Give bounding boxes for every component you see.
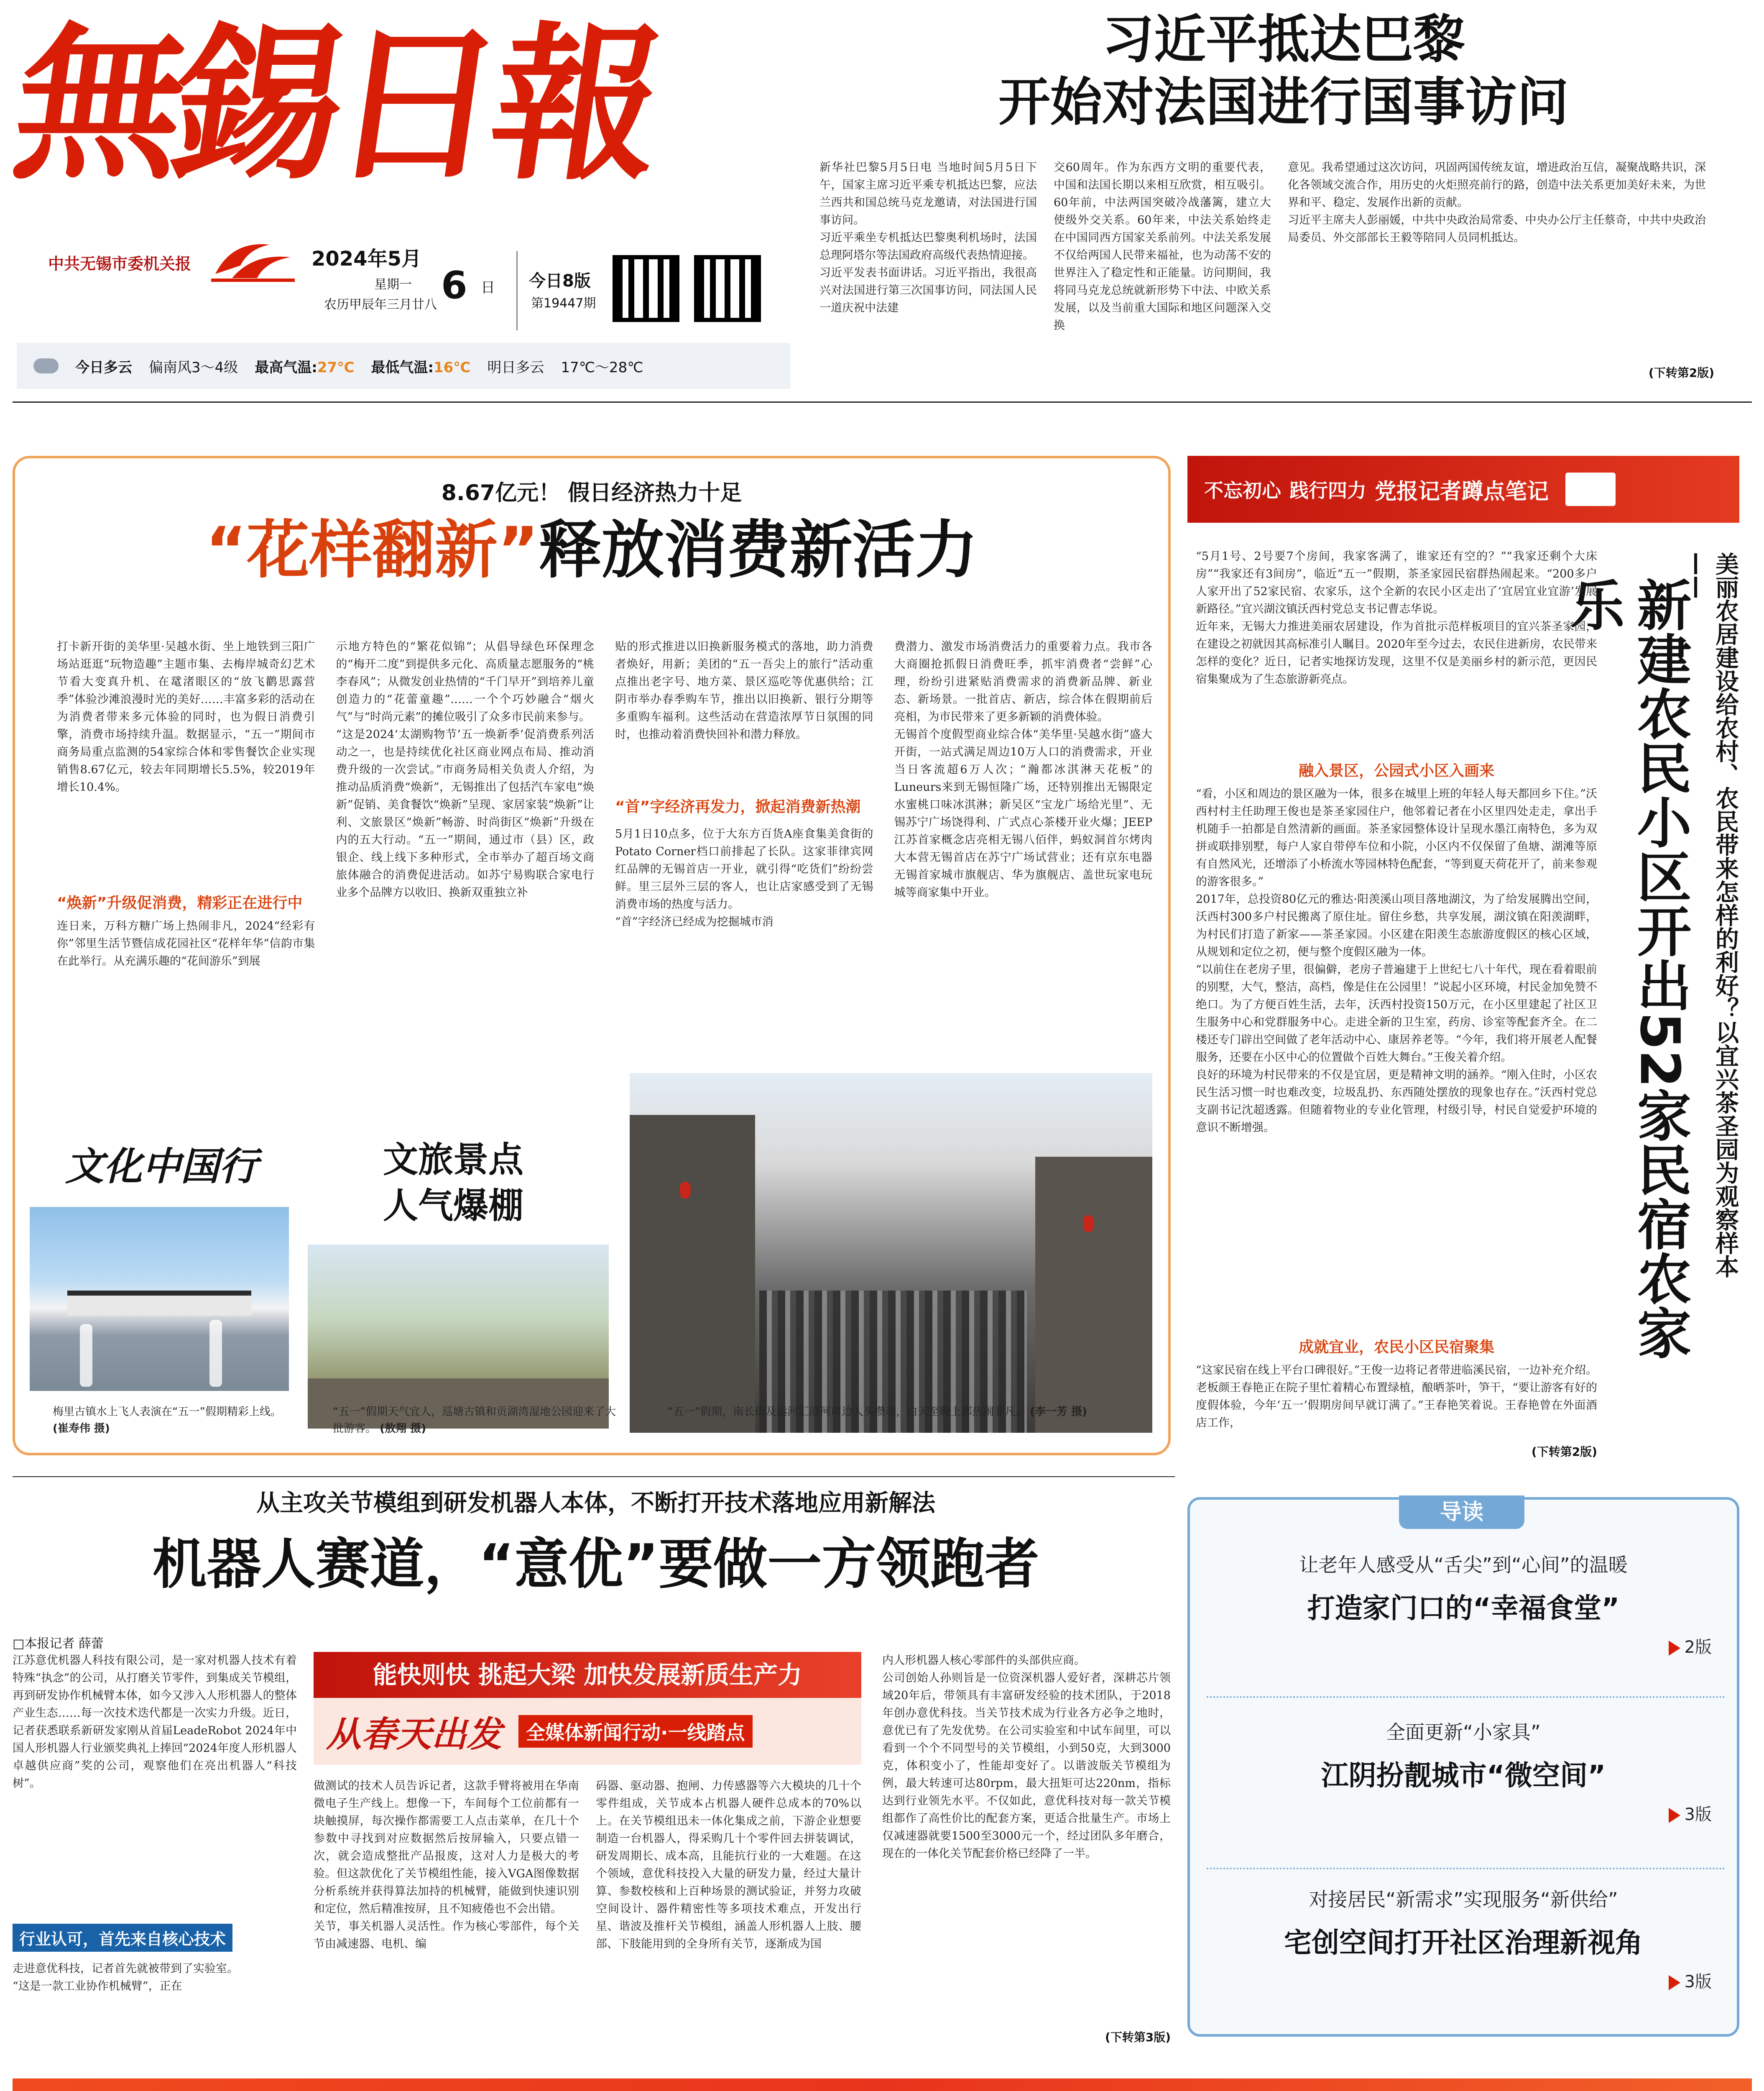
cloud-icon bbox=[33, 358, 59, 373]
robot-cols-mid bbox=[314, 1777, 861, 2045]
photo-section-title-2: 人气爆棚 bbox=[383, 1185, 524, 1226]
qr-code-2[interactable] bbox=[694, 255, 761, 322]
publisher-label: 中共无锡市委机关报 bbox=[48, 255, 191, 273]
issue-day: 6 bbox=[441, 263, 467, 307]
guide-item-1-sub: 让老年人感受从“舌尖”到“心间”的温暖 bbox=[1299, 1554, 1628, 1576]
china-mobile-ad[interactable] bbox=[13, 2078, 1752, 2091]
right-story-p1: “5月1号、2号要7个房间，我家客满了，谁家还有空的？”“我家还剩个大床房”“我家还有3间房”，临近“五一”假期，茶圣家园民宿群热闹起来。“200多户人家开出了52家民宿、农家乐，这个全新的农民小区走出了‘宜居宜业宜游’发展新路径。”宜兴湖汶镇沃西村党总支书记曹志华说。 近年来，无锡大力推进美丽农居建设，作为首批示范样板项目的宜兴茶圣家园，在建设之初就因其高标准引人瞩目。2020年至今过去，农民住进新房，农民带来怎样的变化？近日，记者实地探访发现，这里不仅是美丽乡村的新示范，更因民宿集聚成为了生态旅游新亮点。 bbox=[1196, 550, 1597, 686]
guide-item-2-title: 江阴扮靓城市“微空间” bbox=[1321, 1759, 1606, 1792]
guide-item-3-sub: 对接居民“新需求”实现服务“新供给” bbox=[1309, 1888, 1618, 1911]
photo-ancient-town bbox=[308, 1245, 609, 1429]
robot-col-3: 码器、驱动器、抱闸、力传感器等六大模块的几十个零件组成，关节成本占机器人硬件总成本的70%以上。在关节模组迅未一体化集成之前，下游企业想要制造一台机器人，得采购几十个零件回去拼装调试，研发周期长、成本高，且能抗行业的一大难题。在这个领域，意优科技投入大量的研发力量，经过大量计算、参数校核和上百种场景的测试验证，并努力攻破空间设计、器件精密性等多项技术难点，开发出行星、谐波及推杆关节模组，涵盖人形机器人上肢、腰部、下肢能用到的全身所有关节，逐渐成为国 bbox=[596, 1779, 861, 1950]
guide-item-1[interactable] bbox=[1190, 1550, 1737, 1658]
weather-bar bbox=[17, 343, 790, 389]
guide-item-3-page: 3版 bbox=[1190, 1968, 1737, 1992]
arrow-right-icon bbox=[1669, 1808, 1680, 1823]
top-story-col-2: 交60周年。作为东西方文明的重要代表，中国和法国长期以来相互欣赏，相互吸引。60年前，中法两国突破冷战藩篱，建立大使级外交关系。60年来，中法关系始终走在中国同西方国家关系前列。中法关系发展不仅给两国人民带来福祉，也为动荡不安的世界注入了稳定性和正能量。访问期间，我将同马克龙总统就新形势下中法、中欧关系发展，以及当前重大国际和地区问题深入交换 bbox=[1054, 161, 1271, 332]
guide-item-3[interactable] bbox=[1190, 1884, 1737, 1992]
caption-1: 梅里古镇水上飞人表演在“五一”假期精彩上线。 (崔寿伟 摄) bbox=[53, 1406, 281, 1435]
masthead-logo bbox=[3, 6, 782, 226]
photo-water-show bbox=[30, 1207, 289, 1391]
weather-tomorrow-range: 17℃～28℃ bbox=[561, 359, 643, 376]
weather-today: 今日多云 bbox=[75, 359, 132, 376]
robot-col-4-wrap bbox=[882, 1652, 1171, 2045]
right-story-p3: “这家民宿在线上平台口碑很好。”王俊一边将记者带进临溪民宿，一边补充介绍。老板颜王春艳正在院子里忙着精心布置绿植，酿晒茶叶，笋干，“要让游客有好的度假体验，今年‘五一’假期房间早就订满了。”王春艳笑着说。王春艳曾在外面酒店工作， bbox=[1196, 1364, 1597, 1429]
weather-wind: 偏南风3～4级 bbox=[149, 359, 238, 376]
top-story-continued[interactable]: (下转第2版) bbox=[1648, 366, 1714, 380]
banner-slogan-a: 不忘初心 bbox=[1204, 479, 1281, 502]
right-story-body bbox=[1196, 548, 1597, 1460]
lead-col-2: 示地方特色的“繁花似锦”；从倡导绿色环保理念的“梅开二度”到提供多元化、高质量志愿服务的“桃李春风”；从微发创业热情的“千门早开”到培养儿童创造力的“花蕾童趣”……一个个巧妙融合“烟火气”与“时尚元素”的摊位吸引了众多市民前来参与。 “这是2024‘太湖购物节’五一焕新季’促消费系列活动之一，也是持续优化社区商业网点布局、推动消费升级的一次尝试。”市商务局相关负责人介绍，为推动品质消费“焕新”，无锡推出了包括汽车家电“焕新”促销、美食餐饮“焕新”呈现、家居家装“焕新”让利、文旅景区“焕新”畅游、时尚街区“焕新”升级在内的五大行动。“五一”期间，通过市（县）区，政银企、线上线下多种形式，全市举办了超百场文商旅体融合的消费促进活动。如苏宁易购联合家电行业多个品牌方以收旧、换新双重独立补 bbox=[336, 640, 594, 899]
right-subhead-2: 成就宜业，农民小区民宿聚集 bbox=[1298, 1339, 1494, 1356]
caption-2: “五一”假期天气宜人，巡塘古镇和贡湖湾湿地公园迎来了大批游客。 (敖翔 摄) bbox=[333, 1406, 616, 1435]
banner-spring: 从春天出发 bbox=[326, 1713, 502, 1755]
book-icon bbox=[1565, 473, 1616, 506]
weather-high: 最高气温:27℃ bbox=[255, 359, 355, 376]
lunar-date: 农历甲辰年三月廿八 bbox=[324, 297, 437, 312]
guide-item-2[interactable] bbox=[1190, 1717, 1737, 1825]
robot-col-1-wrap bbox=[13, 1652, 297, 2045]
lead-story-box bbox=[13, 456, 1171, 1455]
lead-col-4: 费潜力、激发市场消费活力的重要着力点。我市各大商圈抢抓假日消费旺季，抓牢消费者“尝鲜”心理，纷纷引进紧贴消费需求的消费新品牌、新业态、新场景。一批首店、新店，综合体在假期前后亮相，为市民带来了更多新颖的消费体验。 无锡首个度假型商业综合体“美华里·吴越水街”盛大开街，一站式满足周边10万人口的消费需求，开业当日客流超6万人次；“瀚都冰淇淋天花板”的Luneurs来到无锡恒隆广场，还特别推出无锡限定水蜜桃口味冰淇淋；新吴区“宝龙广场给光里”、无锡苏宁广场饶得利、广式点心茶楼开业火爆；JEEP江苏首家概念店亮相无锡八佰伴，蚂蚁洞首尔烤肉大本营无锡首店在苏宁广场试营业；还有京东电器无锡首家城市旗舰店、华为旗舰店、盖世玩家电玩城等商家集中开业。 bbox=[894, 640, 1152, 899]
robot-col-1: 江苏意优机器人科技有限公司，是一家对机器人技术有着特殊“执念”的公司，从打磨关节零件，到集成关节模组，再到研发协作机械臂本体，如今又涉入人形机器人的整体产业生态……每一次技术迭代都是一次实力升级。近日，记者获悉联系新研发家刚从首届LeadeRobot 2024年中国人形机器人行业颁奖典礼上捧回“2024年度人形机器人卓越供应商”奖的公司，观察他们在亮出机器人“科技树”。 bbox=[13, 1654, 297, 1790]
lead-col-1: 打卡新开街的美华里·吴越水街、坐上地铁到三阳广场站逛逛“玩物造趣”主题市集、去梅岸城奇幻艺术节看大变真升机、在鼋渚眼区的“放飞鹳思露营季”体验沙滩浪漫时光的美好……丰富多彩的活动在为消费者带来多元体验的同时，也为假日消费引擎，消费市场持续升温。数据显示，“五一”期间市商务局重点监测的54家综合体和零售餐饮企业实现销售8.67亿元，较去年同期增长5.5%，较2019年增长10.4%。 bbox=[57, 640, 315, 794]
issue-date bbox=[311, 243, 437, 312]
robot-col-2: 做测试的技术人员告诉记者，这款手臂将被用在华南微电子生产线上。想像一下，车间每个工位前都有一块触摸屏，每次操作都需要工人点击菜单，在几十个参数中寻找到对应数据然后按屏输入，只要点错一次，就会造成整批产品报废，这对人力是极大的考验。但这款优化了关节模组性能，接入VGA图像数据分析系统并获得算法加持的机械臂，能做到快速识别和定位，然后精准按屏，且不知疲倦也不会出错。 关节，事关机器人灵活性。作为核心零部件，每个关节由减速器、电机、编 bbox=[314, 1779, 579, 1950]
banner-top: 能快则快 挑起大梁 加快发展新质生产力 bbox=[314, 1652, 861, 1698]
guide-item-2-sub: 全面更新“小家具” bbox=[1386, 1721, 1541, 1743]
issue-day-suffix: 日 bbox=[481, 279, 495, 296]
weekday: 星期一 bbox=[374, 277, 412, 292]
banner-action: 全媒体新闻行动·一线踏点 bbox=[518, 1715, 752, 1748]
guide-box bbox=[1187, 1497, 1739, 2037]
robot-col-1b: 走进意优科技，记者首先就被带到了实验室。 “这是一款工业协作机械臂”，正在 bbox=[13, 1962, 238, 1993]
lead-story-kicker: 8.67亿元！ 假日经济热力十足 bbox=[441, 481, 742, 506]
masthead-divider-line bbox=[13, 401, 1752, 403]
right-continued[interactable]: (下转第2版) bbox=[1531, 1445, 1597, 1459]
arrow-right-icon bbox=[1669, 1641, 1680, 1656]
right-story-subtitle: 美丽农居建设给农村、农民带来怎样的利好？以宜兴茶圣园为观察样本—— bbox=[1683, 552, 1739, 1278]
robot-byline: □本报记者 薛蕾 bbox=[13, 1636, 104, 1651]
masthead-divider bbox=[516, 251, 518, 330]
date-year-month: 2024年5月 bbox=[311, 247, 421, 271]
right-story-p2: “看，小区和周边的景区融为一体，很多在城里上班的年轻人每天都回乡下住。”沃西村村主任助理王俊也是茶圣家园住户，他邻着记者在小区里四处走走，拿出手机随手一拍都是自然清新的画面。茶圣家园整体设计呈现水墨江南特色，多为双拼或联排别墅，每户人家自带停车位和小院，小区内不仅保留了鱼塘、湖滩等原有自然风光，还增添了小桥流水等园林特色配套，“等到夏天荷花开了，前来参观的游客很多。” 2017年，总投资80亿元的雅达·阳羡溪山项目落地湖汶，为了给发展腾出空间，沃西村300多户村民搬离了原住址。留住乡愁，共享发展，湖汶镇在阳羡湖畔，为村民们打造了新家——茶圣家园。小区建在阳羡生态旅游度假区的核心区域，从规划和定位之初，便与整个度假区融为一体。 “以前住在老房子里，很偏僻，老房子普遍建于上世纪七八十年代，现在看着眼前的别墅，大气，整洁，高档，像是住在公园里！”说起小区环境，村民金加免赞不绝口。为了方便百姓生活，去年，沃西村投资150万元，在小区里建起了社区卫生服务中心和党群服务中心。走进全新的卫生室，药房、诊室等配套齐全。在二楼还专门辟出空间做了老年活动中心、康居养老等。“今年，我们将开展老人配餐服务，还要在小区中心的位置做个百姓大舞台。”王俊关着介绍。 良好的环境为村民带来的不仅是宜居，更是精神文明的涵养。“刚入住时，小区农民生活习惯一时也难改变，垃圾乱扔、东西随处摆放的现象也存在。”沃西村党总支副书记沈超透露。但随着物业的专业化管理，村级引导，村民自觉爱护环境的意识不断增强。 bbox=[1196, 787, 1597, 1134]
guide-item-1-title: 打造家门口的“幸福食堂” bbox=[1307, 1592, 1620, 1624]
top-story-col-3: 意见。我希望通过这次访问，巩固两国传统友谊，增进政治互信，凝聚战略共识，深化各领域交流合作，用历史的火炬照亮前行的路，创造中法关系更加美好未来，为世界和平、稳定、发展作出新的贡献。 习近平主席夫人彭丽媛，中共中央政治局常委、中央办公厅主任蔡奇，中共中央政治局委员、外交部部长王毅等陪同人员同机抵达。 bbox=[1288, 161, 1706, 244]
photo-section-title-1: 文旅景点 bbox=[383, 1139, 524, 1180]
top-story-col-1: 新华社巴黎5月5日电 当地时间5月5日下午，国家主席习近平乘专机抵达巴黎，应法兰西共和国总统马克龙邀请，对法国进行国事访问。 习近平乘坐专机抵达巴黎奥利机场时，法国总理阿塔尔等法国政府高级代表热情迎接。 习近平发表书面讲话。习近平指出，我很高兴对法国进行第三次国事访问，同法国人民一道庆祝中法建 bbox=[819, 161, 1037, 314]
banner-slogan-c: 党报记者蹲点笔记 bbox=[1375, 479, 1549, 504]
mid-divider bbox=[13, 1476, 1175, 1477]
top-story-title-2: 开始对法国进行国事访问 bbox=[998, 72, 1569, 133]
issue-number: 第19447期 bbox=[531, 296, 596, 311]
photo-nanchang-street bbox=[630, 1073, 1152, 1433]
robot-title: 机器人赛道，“意优”要做一方领跑者 bbox=[152, 1532, 1039, 1596]
right-story-title: 新建农民小区开出52家民宿农家乐 bbox=[1561, 577, 1692, 1360]
guide-label: 导读 bbox=[1399, 1495, 1524, 1529]
guide-item-1-page: 2版 bbox=[1190, 1634, 1737, 1658]
robot-col-4: 内人形机器人核心零部件的头部供应商。 公司创始人孙则旨是一位资深机器人爱好者，深耕芯片领域20年后，带领具有丰富研发经验的技术团队，于2018年创办意优科技。当关节技术成为行业各方必争之地时，意优已有了先发优势。在公司实验室和中试车间里，可以看到一个个不同型号的关节模组，小到50克，大到3000克，体积变小了，性能却变好了。以谐波版关节模组为例，最大转速可达80rpm，最大扭矩可达220nm，指标达到行业领先水平。不仅如此，意优科技对每一款关节模组都作了高性价比的配套方案，更适合批量生产。市场上仅减速器就要1500至3000元一个，经过团队多年磨合，现在的一体化关节配套价格已经降了一半。 bbox=[882, 1654, 1171, 1860]
robot-subhead-1: 行业认可，首先来自核心技术 bbox=[13, 1924, 232, 1952]
lead-story-title-quoted: “花样翻新” bbox=[205, 514, 539, 587]
new-productivity-banner bbox=[314, 1652, 861, 1765]
top-story-title-1: 习近平抵达巴黎 bbox=[1102, 10, 1465, 70]
edition-count: 今日8版 bbox=[529, 271, 591, 291]
weather-tomorrow: 明日多云 bbox=[487, 359, 544, 376]
lead-col-1b: 连日来，万科方糖广场上热闹非凡，2024“经彩有你”邻里生活节暨信成花园社区“花样年华”信韵市集在此举行。从充满乐趣的“花间游乐”到展 bbox=[57, 920, 315, 968]
lead-story-title-rest: 释放消费新活力 bbox=[539, 514, 978, 587]
lead-col-3: 贴的形式推进以旧换新服务模式的落地，助力消费者焕好，用新；美团的“五一吾尖上的旅行”活动重点推出老字号、地方菜、景区巡吃等优惠供给；江阴市举办春季购车节，推出以旧换新、银行分期等多重购车福利。这些活动在营造浓厚节日氛围的同时，也推动着消费快回补和潜力释放。 bbox=[615, 640, 873, 741]
arrow-right-icon bbox=[1669, 1975, 1680, 1990]
banner-slogan-b: 践行四力 bbox=[1289, 479, 1366, 502]
robot-continued[interactable]: (下转第3版) bbox=[1105, 2030, 1171, 2044]
guide-item-2-page: 3版 bbox=[1190, 1801, 1737, 1825]
top-story bbox=[819, 8, 1748, 385]
lead-subhead-2: “首”字经济再发力，掀起消费新热潮 bbox=[615, 798, 861, 815]
lead-col-3b: 5月1日10点多，位于大东方百货A座食集美食街的Potato Corner档口前排起了长队。这家菲律宾网红品牌的无锡首店一开业，就引得“吃货们”纷纷尝鲜。里三层外三层的客人，也让店家感受到了无锡消费市场的热度与活力。 “首”字经济已经成为挖掘城市消 bbox=[615, 828, 873, 928]
right-subhead-1: 融入景区，公园式小区入画来 bbox=[1298, 762, 1494, 780]
guide-item-3-title: 宅创空间打开社区治理新视角 bbox=[1284, 1927, 1643, 1959]
caption-3: “五一”假期，南长街及运河汇沿河周边人头攒动，白天至晚上都热闹非凡。 (李一芳 摄) bbox=[667, 1406, 1088, 1418]
weather-low: 最低气温:16℃ bbox=[371, 359, 471, 376]
lead-subhead-1: “焕新”升级促消费，精彩正在进行中 bbox=[57, 895, 303, 912]
reporter-notes-banner bbox=[1187, 456, 1739, 523]
party-emblem-icon bbox=[207, 236, 299, 286]
culture-china-badge: 文化中国行 bbox=[65, 1144, 258, 1189]
lead-story-title bbox=[15, 513, 1168, 588]
qr-code-1[interactable] bbox=[613, 255, 679, 322]
robot-kicker: 从主攻关节模组到研发机器人本体，不断打开技术落地应用新解法 bbox=[256, 1490, 935, 1517]
logo-text: 無錫日報 bbox=[3, 6, 666, 203]
